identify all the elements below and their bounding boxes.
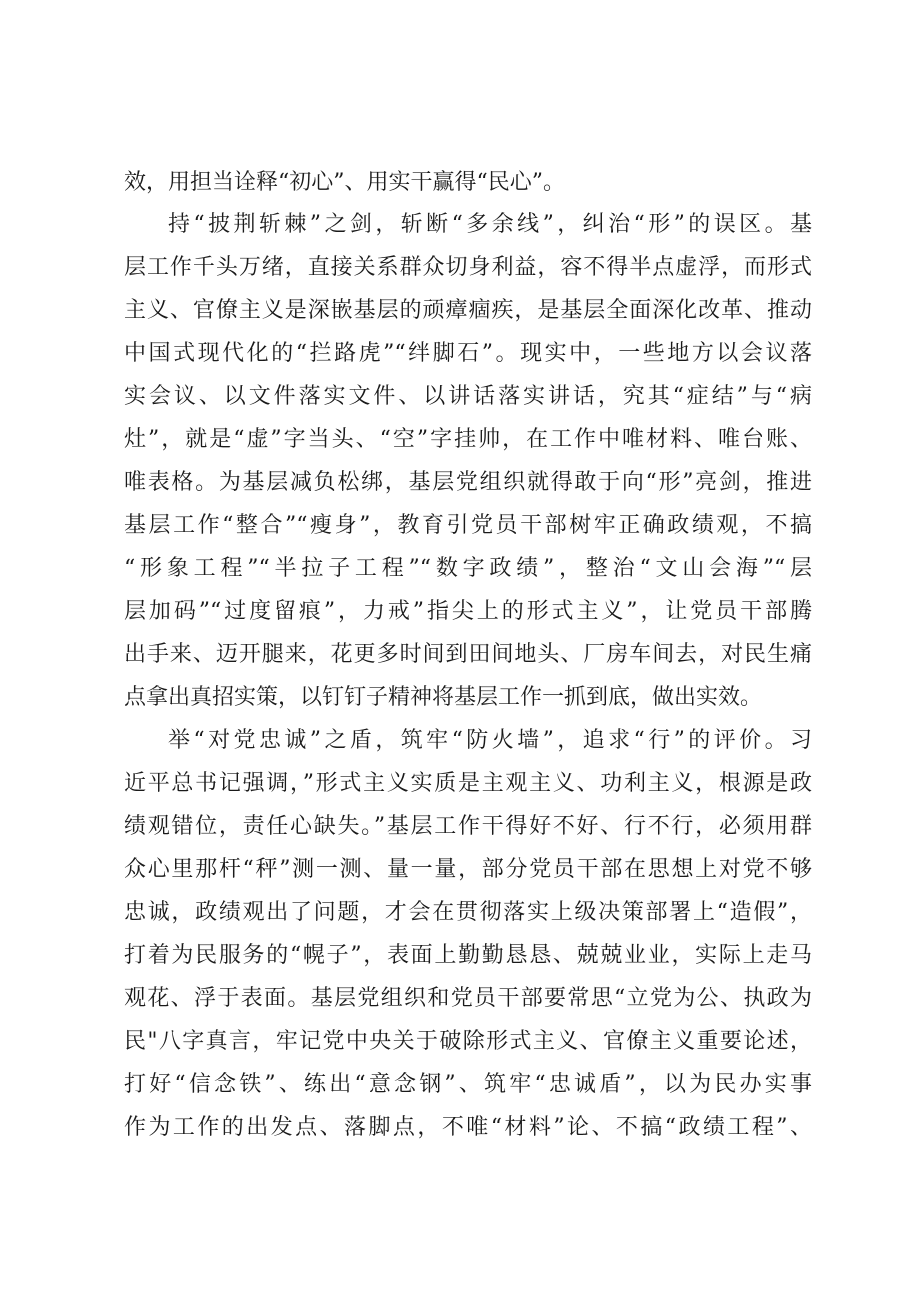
paragraph-line: 观花、浮于表面。基层党组织和党员干部要常思“立党为公、执政为 [124, 986, 812, 1011]
paragraph-line: “形象工程”“半拉子工程”“数字政绩”，整治“文山会海”“层 [124, 556, 812, 581]
paragraph-line: 绩观错位，责任心缺失。”基层工作干得好不好、行不行，必须用群 [124, 814, 812, 839]
paragraph-line: 灶”，就是“虚”字当头、“空”字挂帅，在工作中唯材料、唯台账、 [124, 427, 812, 452]
paragraph-line: 民"八字真言，牢记党中央关于破除形式主义、官僚主义重要论述， [124, 1029, 812, 1054]
paragraph-line: 忠诚，政绩观出了问题，才会在贯彻落实上级决策部署上“造假”， [124, 900, 812, 925]
paragraph-line: 基层工作“整合”“瘦身”，教育引党员干部树牢正确政绩观，不搞 [124, 513, 812, 538]
paragraph-line: 打好“信念铁”、练出“意念钢”、筑牢“忠诚盾”，以为民办实事 [124, 1072, 812, 1097]
paragraph-line: 实会议、以文件落实文件、以讲话落实讲话，究其“症结”与“病 [124, 384, 812, 409]
paragraph-line: 出手来、迈开腿来，花更多时间到田间地头、厂房车间去，对民生痛 [124, 642, 812, 667]
paragraph-line: 层工作千头万绪，直接关系群众切身利益，容不得半点虚浮，而形式 [124, 255, 812, 280]
paragraph-line: 唯表格。为基层减负松绑，基层党组织就得敢于向“形”亮剑，推进 [124, 470, 812, 495]
paragraph-line: 主义、官僚主义是深嵌基层的顽瘴痼疾，是基层全面深化改革、推动 [124, 298, 812, 323]
paragraph-line: 近平总书记强调，”形式主义实质是主观主义、功利主义，根源是政 [124, 771, 812, 796]
paragraph-line: 层加码”“过度留痕”，力戒”指尖上的形式主义”，让党员干部腾 [124, 599, 812, 624]
paragraph-line: 众心里那杆“秤”测一测、量一量，部分党员干部在思想上对党不够 [124, 857, 812, 882]
paragraph-line: 打着为民服务的“幌子”，表面上勤勤恳恳、兢兢业业，实际上走马 [124, 943, 812, 968]
paragraph-line: 点拿出真招实策，以钉钉子精神将基层工作一抓到底，做出实效。 [124, 685, 763, 710]
paragraph-line: 持“披荆斩棘”之剑，斩断“多余线”，纠治“形”的误区。基 [168, 212, 812, 237]
paragraph-line: 作为工作的出发点、落脚点，不唯“材料”论、不搞“政绩工程”、 [124, 1115, 812, 1140]
paragraph-line: 举“对党忠诚”之盾，筑牢“防火墙”，追求“行”的评价。习 [168, 728, 812, 753]
paragraph-line: 效，用担当诠释“初心”、用实干赢得“民心”。 [124, 170, 565, 195]
paragraph-line: 中国式现代化的“拦路虎”“绊脚石”。现实中，一些地方以会议落 [124, 341, 812, 366]
